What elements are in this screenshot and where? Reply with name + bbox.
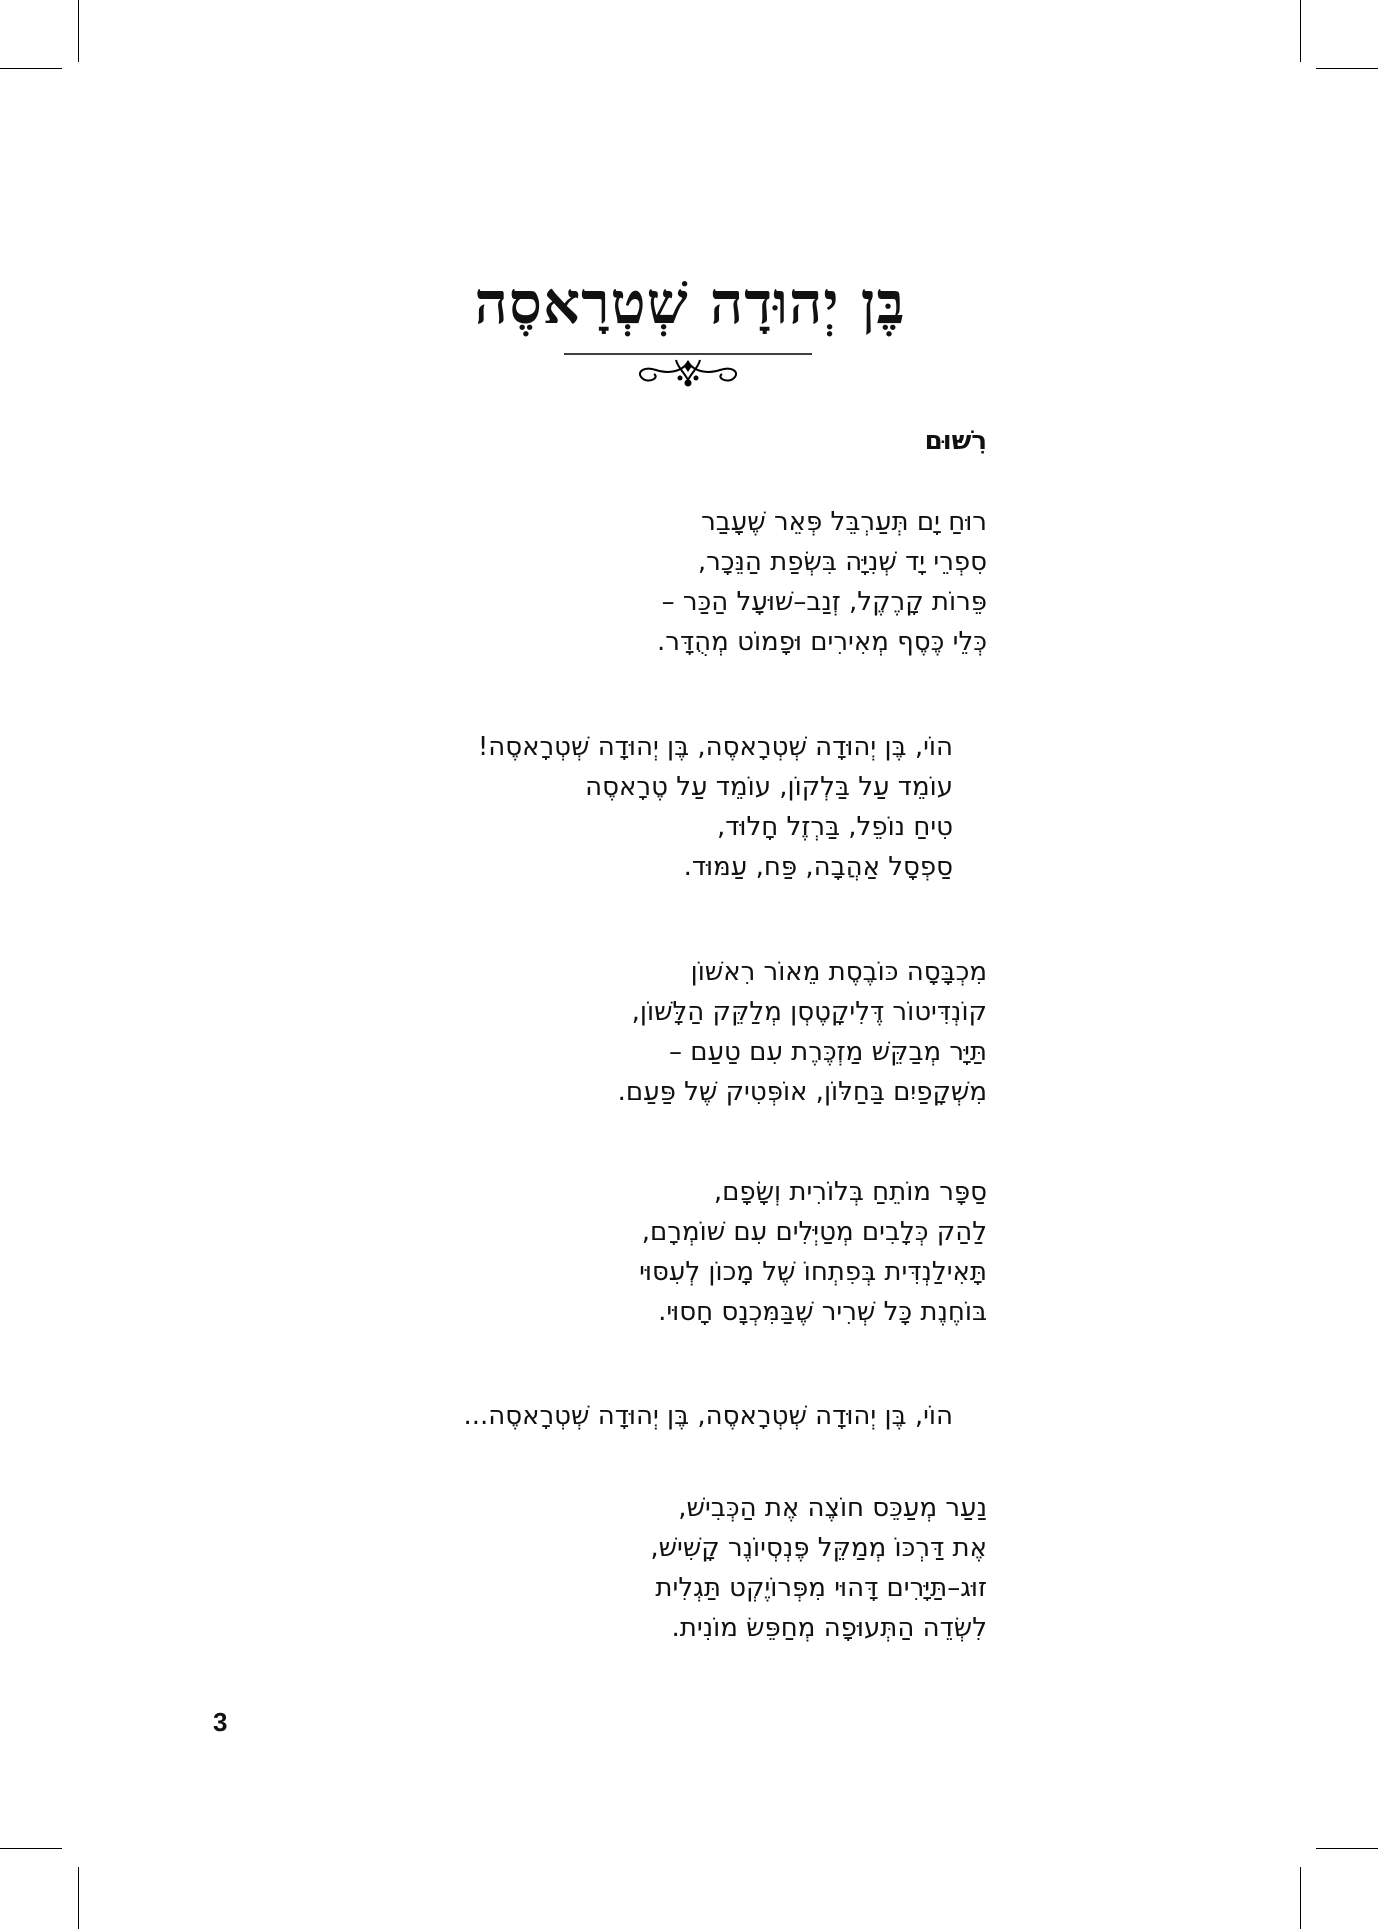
poem-subtitle: רִשּׁוּם — [924, 426, 987, 456]
verse-line: לִשְׂדֵה הַתְּעוּפָה מְחַפֵּשׂ מוֹנִית. — [671, 1613, 987, 1643]
flourish-ornament-icon — [564, 350, 812, 390]
verse-line: סַפָּר מוֹתֵחַ בְּלוֹרִית וְשָׂפָם, — [713, 1177, 987, 1207]
crop-mark-top-left — [78, 0, 79, 62]
verse-line: קוֹנְדִּיטוֹר דֶּלִיקָטֶסְן מְלַקֵּק הַלָּשׁוֹן, — [631, 997, 987, 1027]
verse-line: נַעַר מְעַכֵּס חוֹצֶה אֶת הַכְּבִישׁ, — [678, 1493, 987, 1523]
verse-line: זוּג–תַּיָּרִים דָּהוּי מִפְּרוֹיֶקְט תַּגְלִית — [655, 1573, 987, 1603]
stanza-2-refrain — [478, 727, 953, 887]
verse-line: תַּיָּר מְבַקֵּשׁ מַזְכֶּרֶת עִם טַעַם – — [668, 1037, 987, 1067]
verse-line: בּוֹחֶנֶת כָּל שְׁרִיר שֶׁבַּמִּכְנָס חָסוּי. — [658, 1297, 987, 1327]
crop-mark-bottom-left — [78, 1867, 79, 1929]
verse-line: לַהַק כְּלָבִים מְטַיְּלִים עִם שׁוֹמְרָם, — [641, 1217, 987, 1247]
page-number: 3 — [213, 1707, 228, 1737]
stanza-3 — [618, 952, 987, 1112]
verse-line: רוּחַ יָם תְּעַרְבֵּל פְּאֵר שֶׁעָבַר — [701, 507, 987, 537]
verse-line: הוֹי, בֶּן יְהוּדָה שְׁטְרָאסֶה, בֶּן יְהוּדָה שְׁטְרָאסֶה... — [463, 1401, 953, 1431]
stanza-4 — [639, 1172, 987, 1332]
verse-line: עוֹמֵד עַל בַּלְקוֹן, עוֹמֵד עַל טֶרָאסֶה — [585, 772, 953, 802]
verse-line: הוֹי, בֶּן יְהוּדָה שְׁטְרָאסֶה, בֶּן יְהוּדָה שְׁטְרָאסֶה! — [477, 732, 953, 762]
crop-mark-right-lower — [1316, 1848, 1378, 1849]
stanza-1 — [657, 502, 987, 662]
verse-line: טִיחַ נוֹפֵל, בַּרְזֶל חָלוּד, — [716, 812, 953, 842]
stanza-5-refrain — [463, 1396, 953, 1436]
crop-mark-left-lower — [0, 1848, 62, 1849]
crop-mark-right-upper — [1316, 68, 1378, 69]
verse-line: כְּלֵי כֶּסֶף מְאִירִים וּפָמוֹט מְהֻדָּר. — [657, 627, 987, 657]
verse-line: תָּאִילַנְדִּית בְּפִתְחוֹ שֶׁל מָכוֹן לְעִסּוּי — [639, 1257, 987, 1287]
crop-mark-bottom-right — [1300, 1867, 1301, 1929]
crop-mark-top-right — [1300, 0, 1301, 62]
verse-line: מִשְׁקָפַיִם בַּחַלּוֹן, אוֹפְּטִיק שֶׁל פַּעַם. — [617, 1077, 987, 1107]
verse-line: פֵּרוֹת קָרֶקֶל, זְנַב–שׁוּעָל הַכַּר – — [661, 587, 987, 617]
verse-line: סַפְסָל אַהֲבָה, פַּח, עַמּוּד. — [683, 852, 953, 882]
verse-line: סִפְרֵי יָד שְׁנִיָּה בִּשְׂפַת הַנֵּכָר, — [697, 547, 987, 577]
stanza-6 — [650, 1488, 987, 1648]
crop-mark-left-upper — [0, 68, 62, 69]
verse-line: מִכְבָּסָה כּוֹבֶסֶת מֵאוֹר רִאשׁוֹן — [690, 957, 987, 987]
verse-line: אֶת דַּרְכּוֹ מְמַקֵּל פֶּנְסְיוֹנֶר קָשִׁישׁ, — [650, 1533, 987, 1563]
poem-title: בֶּן יְהוּדָה שְׁטְרָאסֶה — [474, 269, 906, 337]
